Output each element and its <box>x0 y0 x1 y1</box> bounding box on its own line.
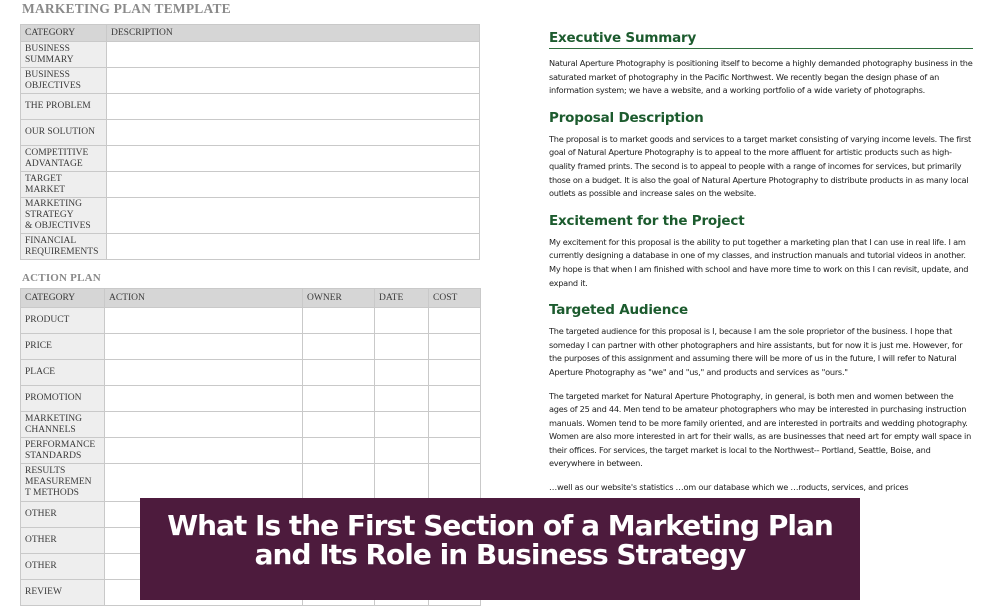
category-cell: PLACE <box>21 360 105 386</box>
category-cell: OUR SOLUTION <box>21 120 107 146</box>
description-cell[interactable] <box>107 172 480 198</box>
description-row <box>21 146 480 172</box>
category-cell: MARKETING CHANNELS <box>21 412 105 438</box>
action-row <box>21 308 481 334</box>
cost-cell[interactable] <box>429 412 481 438</box>
category-cell: MARKETING STRATEGY & OBJECTIVES <box>21 198 107 234</box>
banner-title: What Is the First Section of a Marketing Plan and Its Role in Business Strategy <box>167 509 833 571</box>
date-cell[interactable] <box>375 412 429 438</box>
category-cell: RESULTS MEASUREMEN T METHODS <box>21 464 105 502</box>
action-cell[interactable] <box>105 464 303 502</box>
action-cell[interactable] <box>105 308 303 334</box>
owner-cell[interactable] <box>303 386 375 412</box>
section-heading: Proposal Description <box>549 109 704 126</box>
section-paragraph: My excitement for this proposal is the ability to put together a marketing plan that I can use in real life. I am currently designing a database in one of my classes, and instruction manuals and tutorial videos in another. My hope is that when I am finished with school and have more time to work on this I can revisit, update, and expand it. <box>549 236 969 288</box>
header-date: DATE <box>375 289 429 308</box>
category-cell: BUSINESS SUMMARY <box>21 42 107 68</box>
category-cell: OTHER <box>21 554 105 580</box>
description-row <box>21 234 480 260</box>
category-cell: PROMOTION <box>21 386 105 412</box>
action-cell[interactable] <box>105 334 303 360</box>
header-owner: OWNER <box>303 289 375 308</box>
section-heading: Targeted Audience <box>549 302 688 319</box>
action-cell[interactable] <box>105 438 303 464</box>
header-action: ACTION <box>105 289 303 308</box>
description-cell[interactable] <box>107 68 480 94</box>
description-cell[interactable] <box>107 42 480 68</box>
category-cell: FINANCIAL REQUIREMENTS <box>21 234 107 260</box>
section-paragraph: …well as our website's statistics …om our database which we …roducts, services, and prices <box>549 482 909 493</box>
template-title: MARKETING PLAN TEMPLATE <box>22 1 231 16</box>
description-row <box>21 42 480 68</box>
owner-cell[interactable] <box>303 334 375 360</box>
category-cell: TARGET MARKET <box>21 172 107 198</box>
cost-cell[interactable] <box>429 360 481 386</box>
category-cell: PRICE <box>21 334 105 360</box>
owner-cell[interactable] <box>303 308 375 334</box>
description-row <box>21 198 480 234</box>
description-cell[interactable] <box>107 198 480 234</box>
description-row <box>21 172 480 198</box>
section-paragraph: The targeted audience for this proposal is I, because I am the sole proprietor of the business. I hope that someday I can partner with other photographers and hire assistants, but for now it is just me. However, for the purposes of this assignment and assuming there will be more of us in the future, I will refer to Natural Aperture Photography as "we" and "us," and products and services as "ours." <box>549 326 963 377</box>
date-cell[interactable] <box>375 438 429 464</box>
action-row <box>21 334 481 360</box>
category-cell: PERFORMANCE STANDARDS <box>21 438 105 464</box>
title-banner <box>140 498 860 600</box>
description-table-header <box>21 25 480 42</box>
action-row <box>21 438 481 464</box>
category-cell: REVIEW <box>21 580 105 606</box>
section-paragraph: Natural Aperture Photography is positioning itself to become a highly demanded photography business in the saturated market of photography in the Pacific Northwest. We recently began the design phase of an information system; we have a website, and a working portfolio of a wide variety of photographs. <box>549 58 973 96</box>
section-paragraph: The proposal is to market goods and services to a target market consisting of varying income levels. The first goal of Natural Aperture Photography is to appeal to the more affluent for artistic products such as high-quality framed prints. The second is to appeal to people with a range of incomes for services, but primarily those on a budget. It is also the goal of Natural Aperture Photography to distribute products in as many local outlets as possible and increase sales on the website. <box>549 133 971 199</box>
owner-cell[interactable] <box>303 360 375 386</box>
cost-cell[interactable] <box>429 386 481 412</box>
owner-cell[interactable] <box>303 412 375 438</box>
header-category: CATEGORY <box>21 25 107 42</box>
proposal-document <box>549 30 973 495</box>
description-cell[interactable] <box>107 146 480 172</box>
description-cell[interactable] <box>107 94 480 120</box>
owner-cell[interactable] <box>303 464 375 502</box>
description-cell[interactable] <box>107 120 480 146</box>
action-cell[interactable] <box>105 412 303 438</box>
action-row <box>21 464 481 502</box>
cost-cell[interactable] <box>429 334 481 360</box>
action-cell[interactable] <box>105 386 303 412</box>
cost-cell[interactable] <box>429 308 481 334</box>
header-category: CATEGORY <box>21 289 105 308</box>
action-table-header <box>21 289 481 308</box>
description-cell[interactable] <box>107 234 480 260</box>
date-cell[interactable] <box>375 386 429 412</box>
category-cell: BUSINESS OBJECTIVES <box>21 68 107 94</box>
action-cell[interactable] <box>105 360 303 386</box>
category-cell: COMPETITIVE ADVANTAGE <box>21 146 107 172</box>
action-plan-title: ACTION PLAN <box>22 272 101 284</box>
section-heading: Executive Summary <box>549 30 973 49</box>
action-row <box>21 412 481 438</box>
description-row <box>21 94 480 120</box>
header-cost: COST <box>429 289 481 308</box>
category-cell: OTHER <box>21 528 105 554</box>
category-cell: THE PROBLEM <box>21 94 107 120</box>
category-cell: OTHER <box>21 502 105 528</box>
action-row <box>21 386 481 412</box>
owner-cell[interactable] <box>303 438 375 464</box>
date-cell[interactable] <box>375 308 429 334</box>
category-cell: PRODUCT <box>21 308 105 334</box>
section-paragraph: The targeted market for Natural Aperture Photography, in general, is both men and women between the ages of 25 and 44. Men tend to be amateur photographers who may be interested in purchasing instruction manuals. Women tend to be more family oriented, and are interested in portraits and wedding photography. Women are also more interested in art for their walls, as are businesses that need art for empty wall space in their offices. For services, the target market is local to the Northwest-- Portland, Seattle, Boise, and everywhere in between. <box>549 390 972 469</box>
description-table <box>20 24 480 260</box>
date-cell[interactable] <box>375 334 429 360</box>
cost-cell[interactable] <box>429 438 481 464</box>
action-row <box>21 360 481 386</box>
section-heading: Excitement for the Project <box>549 212 745 229</box>
description-row <box>21 120 480 146</box>
cost-cell[interactable] <box>429 464 481 502</box>
header-description: DESCRIPTION <box>107 25 480 42</box>
date-cell[interactable] <box>375 464 429 502</box>
description-row <box>21 68 480 94</box>
date-cell[interactable] <box>375 360 429 386</box>
